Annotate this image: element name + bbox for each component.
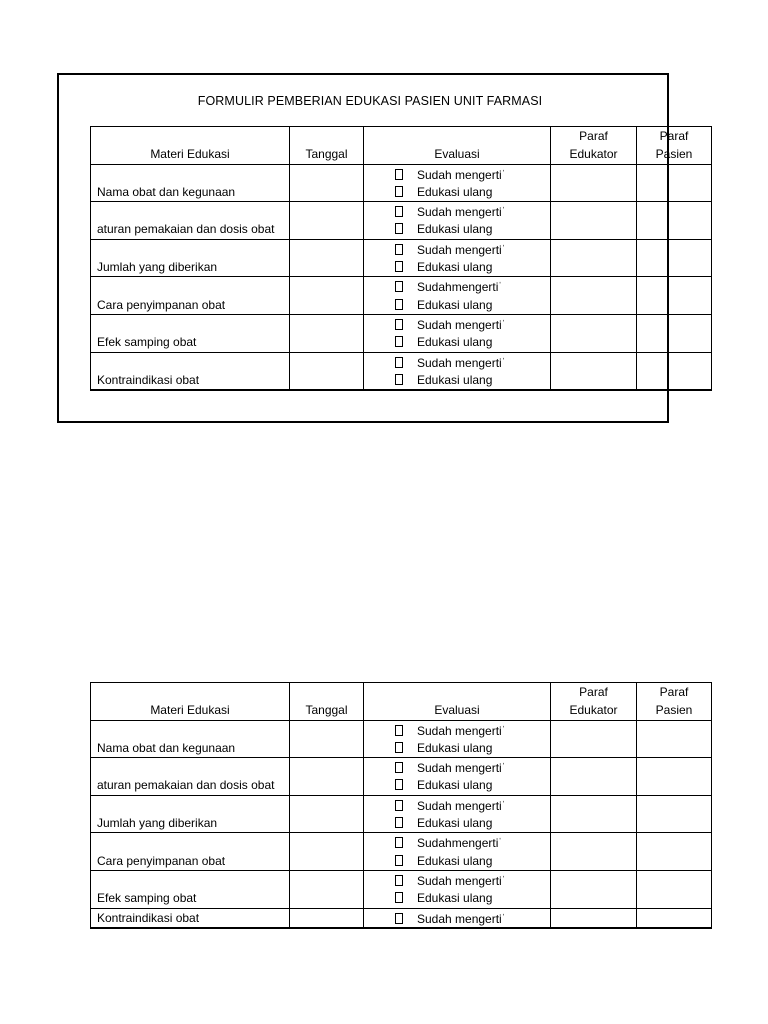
table-row xyxy=(91,352,712,390)
checkbox-icon[interactable] xyxy=(395,244,403,255)
paraf-pasien-cell[interactable] xyxy=(637,795,712,833)
header-line: Paraf xyxy=(579,129,608,143)
option-edukasi-ulang[interactable] xyxy=(395,258,544,276)
evaluasi-cell xyxy=(364,833,551,871)
option-label: Sudah mengerti xyxy=(417,873,502,888)
paraf-pasien-cell[interactable] xyxy=(637,314,712,352)
evaluasi-cell xyxy=(364,720,551,758)
tick-mark: ʹ xyxy=(502,207,505,215)
evaluasi-cell xyxy=(364,352,551,390)
paraf-edukator-cell[interactable] xyxy=(551,314,637,352)
table-row xyxy=(91,795,712,833)
option-sudah-mengerti[interactable] xyxy=(395,721,544,739)
option-edukasi-ulang[interactable] xyxy=(395,889,544,907)
option-sudah-mengerti[interactable] xyxy=(395,202,544,220)
option-edukasi-ulang[interactable] xyxy=(395,776,544,794)
checkbox-icon[interactable] xyxy=(395,281,403,292)
checkbox-icon[interactable] xyxy=(395,913,403,924)
header-materi: Materi Edukasi xyxy=(91,127,290,165)
checkbox-icon[interactable] xyxy=(395,223,403,234)
option-sudah-mengerti[interactable] xyxy=(395,315,544,333)
materi-cell: Cara penyimpanan obat xyxy=(91,277,290,315)
tick-mark: ʹ xyxy=(502,800,505,808)
header-line: Pasien xyxy=(655,147,693,162)
paraf-pasien-cell[interactable] xyxy=(637,164,712,202)
option-sudah-mengerti[interactable] xyxy=(395,240,544,258)
table-row xyxy=(91,758,712,796)
checkbox-icon[interactable] xyxy=(395,779,403,790)
option-label: Edukasi ulang xyxy=(417,778,493,793)
evaluasi-cell xyxy=(364,164,551,202)
option-sudah-mengerti[interactable] xyxy=(395,165,544,183)
tick-mark: ʹ xyxy=(499,282,501,290)
materi-cell: Jumlah yang diberikan xyxy=(91,795,290,833)
table-row xyxy=(91,720,712,758)
materi-cell: aturan pemakaian dan dosis obat xyxy=(91,202,290,240)
paraf-pasien-cell[interactable] xyxy=(637,720,712,758)
table-row xyxy=(91,164,712,202)
paraf-edukator-cell[interactable] xyxy=(551,833,637,871)
option-edukasi-ulang[interactable] xyxy=(395,852,544,870)
option-label: Sudahmengerti xyxy=(417,836,499,851)
tanggal-cell[interactable] xyxy=(290,795,364,833)
checkbox-icon[interactable] xyxy=(395,800,403,811)
paraf-pasien-cell[interactable] xyxy=(637,833,712,871)
tick-mark: ʹ xyxy=(502,319,505,327)
paraf-edukator-cell[interactable] xyxy=(551,277,637,315)
tick-mark: ʹ xyxy=(502,357,505,365)
header-line: Edukator xyxy=(569,147,618,162)
option-label: Edukasi ulang xyxy=(417,853,493,868)
option-label: Edukasi ulang xyxy=(417,372,493,387)
table-row xyxy=(91,833,712,871)
checkbox-icon[interactable] xyxy=(395,261,403,272)
option-label: Edukasi ulang xyxy=(417,335,493,350)
option-label: Edukasi ulang xyxy=(417,184,493,199)
option-sudah-mengerti[interactable] xyxy=(395,353,544,371)
table-header-row xyxy=(91,127,712,165)
tick-mark: ʹ xyxy=(502,169,505,177)
paraf-pasien-cell[interactable] xyxy=(637,277,712,315)
tanggal-cell[interactable] xyxy=(290,833,364,871)
tanggal-cell[interactable] xyxy=(290,352,364,390)
header-line: Edukator xyxy=(569,703,618,718)
checkbox-icon[interactable] xyxy=(395,892,403,903)
header-materi: Materi Edukasi xyxy=(91,683,290,721)
option-edukasi-ulang[interactable] xyxy=(395,220,544,238)
paraf-edukator-cell[interactable] xyxy=(551,202,637,240)
checkbox-icon[interactable] xyxy=(395,186,403,197)
option-label: Sudah mengerti xyxy=(417,205,502,220)
option-edukasi-ulang[interactable] xyxy=(395,739,544,757)
option-sudah-mengerti[interactable] xyxy=(395,277,544,295)
materi-cell: Nama obat dan kegunaan xyxy=(91,164,290,202)
option-label: Sudah mengerti xyxy=(417,761,502,776)
header-tanggal: Tanggal xyxy=(290,127,364,165)
table-row xyxy=(91,277,712,315)
option-sudah-mengerti[interactable] xyxy=(395,909,544,927)
option-label: Edukasi ulang xyxy=(417,222,493,237)
checkbox-icon[interactable] xyxy=(395,319,403,330)
evaluasi-cell xyxy=(364,277,551,315)
option-label: Edukasi ulang xyxy=(417,891,493,906)
option-label: Edukasi ulang xyxy=(417,260,493,275)
paraf-pasien-cell[interactable] xyxy=(637,239,712,277)
option-label: Sudah mengerti xyxy=(417,911,502,926)
table-row xyxy=(91,239,712,277)
paraf-edukator-cell[interactable] xyxy=(551,758,637,796)
option-sudah-mengerti[interactable] xyxy=(395,796,544,814)
tick-mark: ʹ xyxy=(502,875,505,883)
tanggal-cell[interactable] xyxy=(290,870,364,908)
option-sudah-mengerti[interactable] xyxy=(395,833,544,851)
materi-cell: Efek samping obat xyxy=(91,870,290,908)
checkbox-icon[interactable] xyxy=(395,817,403,828)
materi-cell: Cara penyimpanan obat xyxy=(91,833,290,871)
checkbox-icon[interactable] xyxy=(395,336,403,347)
materi-cell: aturan pemakaian dan dosis obat xyxy=(91,758,290,796)
paraf-pasien-cell[interactable] xyxy=(637,908,712,928)
option-label: Sudah mengerti xyxy=(417,167,502,182)
paraf-edukator-cell[interactable] xyxy=(551,795,637,833)
paraf-pasien-cell[interactable] xyxy=(637,758,712,796)
header-line: Paraf xyxy=(659,685,689,699)
paraf-edukator-cell[interactable] xyxy=(551,352,637,390)
paraf-pasien-cell[interactable] xyxy=(637,870,712,908)
checkbox-icon[interactable] xyxy=(395,742,403,753)
evaluasi-cell xyxy=(364,795,551,833)
paraf-pasien-cell[interactable] xyxy=(637,202,712,240)
materi-cell: Kontraindikasi obat xyxy=(91,908,290,928)
option-label: Sudah mengerti xyxy=(417,355,502,370)
table-row xyxy=(91,908,712,928)
option-edukasi-ulang[interactable] xyxy=(395,814,544,832)
checkbox-icon[interactable] xyxy=(395,206,403,217)
header-evaluasi: Evaluasi xyxy=(364,683,551,721)
option-edukasi-ulang[interactable] xyxy=(395,333,544,351)
header-evaluasi: Evaluasi xyxy=(364,127,551,165)
education-table-2 xyxy=(90,682,712,929)
header-line: Pasien xyxy=(655,703,693,718)
option-edukasi-ulang[interactable] xyxy=(395,296,544,314)
education-table-1 xyxy=(90,126,712,391)
evaluasi-cell xyxy=(364,202,551,240)
tick-mark: ʹ xyxy=(502,244,505,252)
option-label: Sudah mengerti xyxy=(417,317,502,332)
option-label: Sudahmengerti xyxy=(417,280,499,295)
form-title: FORMULIR PEMBERIAN EDUKASI PASIEN UNIT FARMASI xyxy=(197,94,543,108)
header-paraf-edukator xyxy=(551,127,637,165)
paraf-edukator-cell[interactable] xyxy=(551,164,637,202)
paraf-pasien-cell[interactable] xyxy=(637,352,712,390)
evaluasi-cell xyxy=(364,758,551,796)
checkbox-icon[interactable] xyxy=(395,837,403,848)
tanggal-cell[interactable] xyxy=(290,758,364,796)
table-row xyxy=(91,202,712,240)
tick-mark: ʹ xyxy=(499,838,501,846)
option-label: Sudah mengerti xyxy=(417,242,502,257)
tanggal-cell[interactable] xyxy=(290,202,364,240)
checkbox-icon[interactable] xyxy=(395,725,403,736)
option-label: Edukasi ulang xyxy=(417,297,493,312)
header-line: Paraf xyxy=(659,129,689,143)
tick-mark: ʹ xyxy=(502,725,505,733)
materi-cell: Kontraindikasi obat xyxy=(91,352,290,390)
header-tanggal: Tanggal xyxy=(290,683,364,721)
header-paraf-pasien xyxy=(637,127,712,165)
tanggal-cell[interactable] xyxy=(290,164,364,202)
checkbox-icon[interactable] xyxy=(395,374,403,385)
materi-cell: Nama obat dan kegunaan xyxy=(91,720,290,758)
table-row xyxy=(91,314,712,352)
tanggal-cell[interactable] xyxy=(290,720,364,758)
tanggal-cell[interactable] xyxy=(290,239,364,277)
evaluasi-cell xyxy=(364,314,551,352)
table-header-row xyxy=(91,683,712,721)
table-row xyxy=(91,870,712,908)
option-edukasi-ulang[interactable] xyxy=(395,371,544,389)
checkbox-icon[interactable] xyxy=(395,357,403,368)
tanggal-cell[interactable] xyxy=(290,314,364,352)
checkbox-icon[interactable] xyxy=(395,169,403,180)
checkbox-icon[interactable] xyxy=(395,762,403,773)
paraf-edukator-cell[interactable] xyxy=(551,720,637,758)
checkbox-icon[interactable] xyxy=(395,875,403,886)
evaluasi-cell xyxy=(364,870,551,908)
materi-cell: Jumlah yang diberikan xyxy=(91,239,290,277)
tick-mark: ʹ xyxy=(502,913,505,921)
materi-cell: Efek samping obat xyxy=(91,314,290,352)
option-label: Sudah mengerti xyxy=(417,723,502,738)
option-edukasi-ulang[interactable] xyxy=(395,183,544,201)
header-paraf-edukator xyxy=(551,683,637,721)
option-sudah-mengerti[interactable] xyxy=(395,871,544,889)
paraf-edukator-cell[interactable] xyxy=(551,908,637,928)
header-paraf-pasien xyxy=(637,683,712,721)
evaluasi-cell xyxy=(364,239,551,277)
checkbox-icon[interactable] xyxy=(395,855,403,866)
option-label: Sudah mengerti xyxy=(417,798,502,813)
tick-mark: ʹ xyxy=(502,763,505,771)
tanggal-cell[interactable] xyxy=(290,908,364,928)
tanggal-cell[interactable] xyxy=(290,277,364,315)
option-label: Edukasi ulang xyxy=(417,740,493,755)
evaluasi-cell xyxy=(364,908,551,928)
option-sudah-mengerti[interactable] xyxy=(395,758,544,776)
checkbox-icon[interactable] xyxy=(395,299,403,310)
option-label: Edukasi ulang xyxy=(417,816,493,831)
paraf-edukator-cell[interactable] xyxy=(551,870,637,908)
header-line: Paraf xyxy=(579,685,608,699)
paraf-edukator-cell[interactable] xyxy=(551,239,637,277)
